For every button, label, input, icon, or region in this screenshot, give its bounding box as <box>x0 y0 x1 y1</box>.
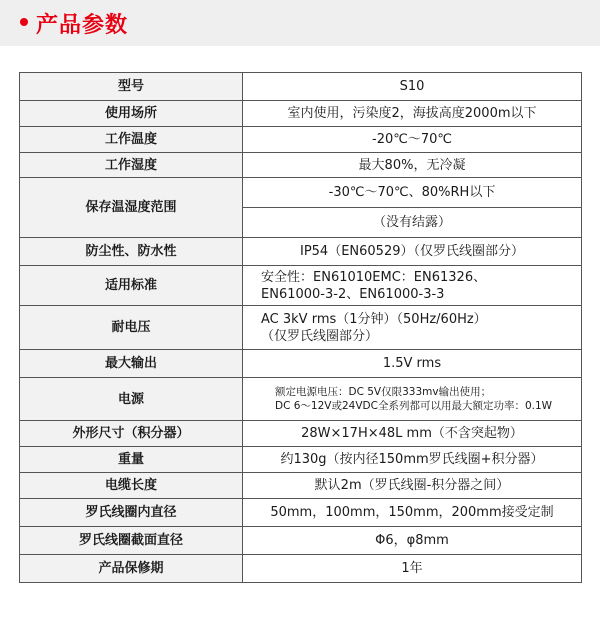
table-row <box>20 153 582 178</box>
param-label: 重量 <box>20 447 243 473</box>
param-value <box>243 306 582 350</box>
param-label: 外形尺寸（积分器） <box>20 421 243 447</box>
param-label: 电缆长度 <box>20 473 243 499</box>
param-value: 1年 <box>243 555 582 583</box>
param-label: 使用场所 <box>20 101 243 127</box>
param-value: 默认2m（罗氏线圈-积分器之间） <box>243 473 582 499</box>
table-row <box>20 555 582 583</box>
param-label: 耐电压 <box>20 306 243 350</box>
param-label: 产品保修期 <box>20 555 243 583</box>
table-row <box>20 350 582 378</box>
param-value-line: 额定电源电压：DC 5V仅限333mv输出使用； <box>275 386 492 398</box>
param-value-line: AC 3kV rms（1分钟）（50Hz/60Hz） <box>261 311 487 327</box>
param-value: 50mm，100mm，150mm，200mm接受定制 <box>243 499 582 527</box>
table-row <box>20 101 582 127</box>
param-value <box>243 378 582 421</box>
table-row <box>20 421 582 447</box>
param-value: 1.5V rms <box>243 350 582 378</box>
param-value: 约130g（按内径150mm罗氏线圈+积分器） <box>243 447 582 473</box>
table-row <box>20 473 582 499</box>
param-value <box>243 266 582 306</box>
param-label: 保存温湿度范围 <box>20 178 243 238</box>
section-title: 产品参数 <box>36 13 129 38</box>
param-value: IP54（EN60529）（仅罗氏线圈部分） <box>243 238 582 266</box>
param-value: -30℃～70℃、80%RH以下 <box>243 178 582 208</box>
param-label: 适用标准 <box>20 266 243 306</box>
param-label: 型号 <box>20 73 243 101</box>
param-value-line: EN61000-3-2、EN61000-3-3 <box>261 286 445 302</box>
param-value: S10 <box>243 73 582 101</box>
param-label: 工作温度 <box>20 127 243 153</box>
table-row <box>20 499 582 527</box>
param-value-line: （仅罗氏线圈部分） <box>261 328 379 344</box>
param-label: 工作湿度 <box>20 153 243 178</box>
param-label: 罗氏线圈截面直径 <box>20 527 243 555</box>
param-label: 罗氏线圈内直径 <box>20 499 243 527</box>
param-value: 室内使用，污染度2，海拔高度2000m以下 <box>243 101 582 127</box>
param-value: （没有结露） <box>243 208 582 238</box>
bullet-dot-icon <box>20 18 28 26</box>
table-row <box>20 527 582 555</box>
table-row <box>20 447 582 473</box>
param-value-line: 安全性：EN61010EMC：EN61326、 <box>261 269 487 285</box>
table-row <box>20 178 582 208</box>
param-label: 防尘性、防水性 <box>20 238 243 266</box>
table-row <box>20 127 582 153</box>
product-params-table <box>19 72 582 583</box>
table-row <box>20 73 582 101</box>
table-row <box>20 238 582 266</box>
param-value: 最大80%，无冷凝 <box>243 153 582 178</box>
param-value-line: DC 6～12V或24VDC全系列都可以用最大额定功率：0.1W <box>275 400 553 412</box>
param-value: Φ6，φ8mm <box>243 527 582 555</box>
table-row <box>20 306 582 350</box>
param-label: 电源 <box>20 378 243 421</box>
param-value: 28W×17H×48L mm（不含突起物） <box>243 421 582 447</box>
table-row <box>20 266 582 306</box>
param-label: 最大输出 <box>20 350 243 378</box>
section-header <box>0 0 600 46</box>
table-row <box>20 378 582 421</box>
param-value: -20℃～70℃ <box>243 127 582 153</box>
